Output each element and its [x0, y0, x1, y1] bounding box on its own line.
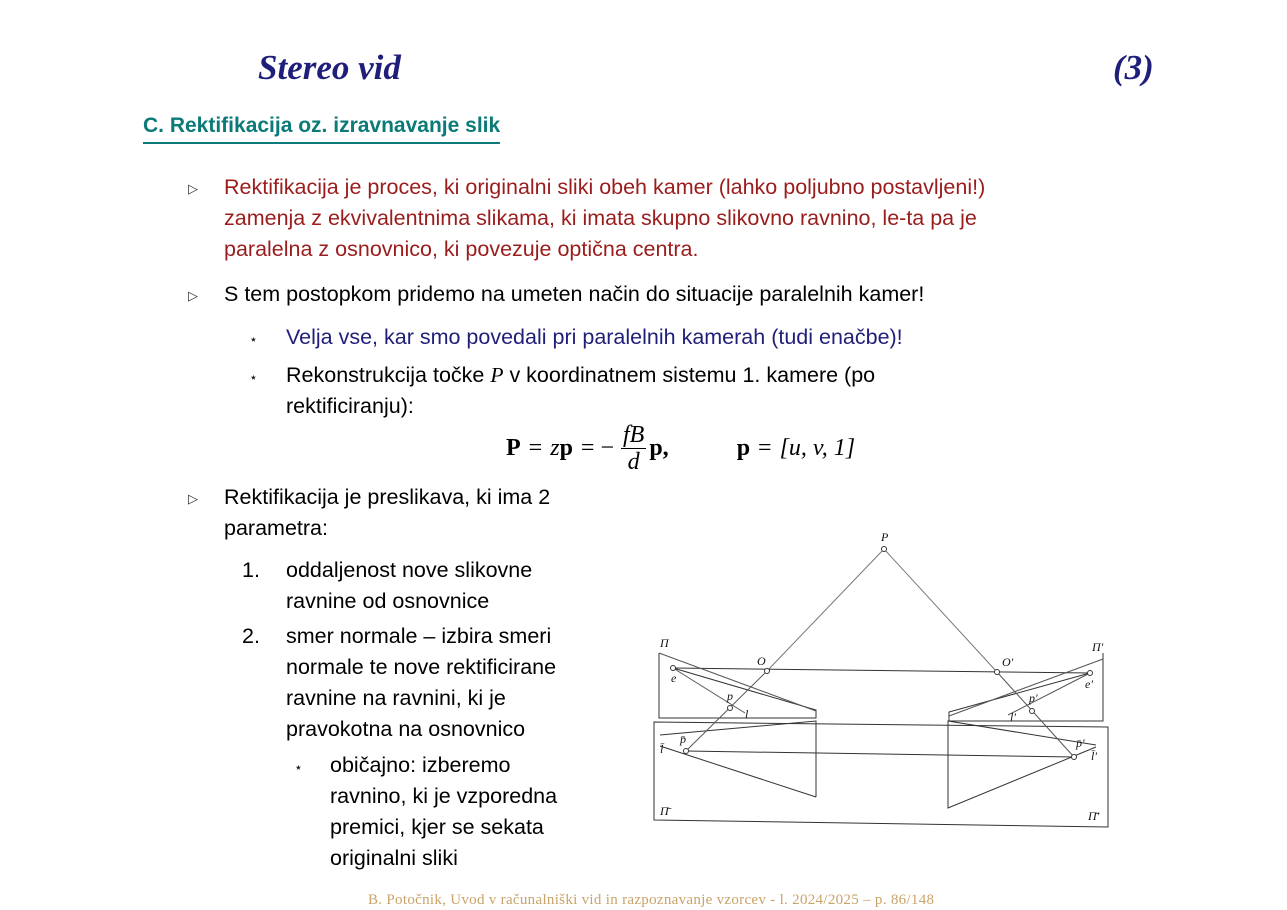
sub-bullet-2-line-2: rektificiranju): [286, 394, 414, 418]
label-O-prime: O' [1002, 655, 1014, 669]
bullet-triangle-icon: ▷ [188, 181, 198, 196]
bullet-1-line-2: zamenja z ekvivalentnima slikama, ki imata skupno slikovno ravnino, le-ta pa je [224, 206, 977, 230]
slide-title: Stereo vid [258, 48, 401, 87]
label-p: p [727, 689, 733, 703]
label-e-prime: e' [1085, 677, 1093, 691]
list-number-1: 1. [242, 558, 260, 582]
list-item-2-line-4: pravokotna na osnovnico [286, 717, 526, 741]
bullet-triangle-icon: ▷ [188, 288, 198, 303]
star-bullet-icon: ⋆ [249, 369, 258, 385]
label-Pi-bar: Π̄ [660, 804, 669, 818]
bullet-1-line-1: Rektifikacija je proces, ki originalni sliki obeh kamer (lahko poljubno postavljeni!) [224, 175, 986, 199]
sub-star-line-3: premici, kjer se sekata [330, 815, 544, 839]
label-Pi: Π [660, 636, 669, 650]
label-l-bar: l̄ [660, 742, 664, 756]
bullet-3-line-2: parametra: [224, 516, 328, 540]
sub-star-line-2: ravnino, ki je vzporedna [330, 784, 558, 808]
sub-star-line-1: običajno: izberemo [330, 753, 511, 777]
label-Pi-prime: Π' [1092, 640, 1104, 654]
reconstruction-formula: P = z p = − $\frac{fB}{d}$ p, p = [u, v, 1] [506, 421, 856, 475]
footer: B. Potočnik, Uvod v računalniški vid in razpoznavanje vzorcev - l. 2024/2025 – p. 86/148 [368, 892, 935, 908]
bullet-triangle-icon: ▷ [188, 491, 198, 506]
star-bullet-icon: ⋆ [294, 759, 303, 775]
list-item-2-line-1: smer normale – izbira smeri [286, 624, 552, 648]
label-Pi-bar-prime: Π̄' [1088, 809, 1100, 823]
list-item-2-line-3: ravnine na ravnini, ki je [286, 686, 506, 710]
sub-star-line-4: originalni sliki [330, 846, 458, 870]
star-bullet-icon: ⋆ [249, 331, 258, 347]
label-l: l [745, 707, 749, 721]
label-O: O [757, 654, 766, 668]
bullet-1-line-3: paralelna z osnovnico, ki povezuje optična centra. [224, 237, 699, 261]
label-P: P [881, 530, 889, 544]
section-heading: C. Rektifikacija oz. izravnavanje slik [143, 114, 500, 144]
label-l-bar-prime: l̄' [1091, 749, 1097, 763]
label-e: e [671, 671, 677, 685]
bullet-3-line-1: Rektifikacija je preslikava, ki ima 2 [224, 485, 551, 509]
bullet-2: S tem postopkom pridemo na umeten način do situacije paralelnih kamer! [224, 282, 925, 306]
list-item-2-line-2: normale te nove rektificirane [286, 655, 557, 679]
list-item-1-line-1: oddaljenost nove slikovne [286, 558, 533, 582]
label-l-prime: l' [1010, 710, 1016, 724]
sub-bullet-2-line-1: Rekonstrukcija točke P v koordinatnem sistemu 1. kamere (po [286, 363, 876, 387]
list-number-2: 2. [242, 624, 260, 648]
label-p-bar: p̄ [680, 732, 686, 746]
slide-tag: (3) [1113, 48, 1154, 87]
label-p-prime: p' [1029, 691, 1038, 705]
list-item-1-line-2: ravnine od osnovnice [286, 589, 490, 613]
label-p-bar-prime: p̄' [1076, 736, 1085, 750]
sub-bullet-1: Velja vse, kar smo povedali pri paralelnih kamerah (tudi enačbe)! [286, 325, 903, 349]
rectification-diagram [640, 525, 1120, 835]
